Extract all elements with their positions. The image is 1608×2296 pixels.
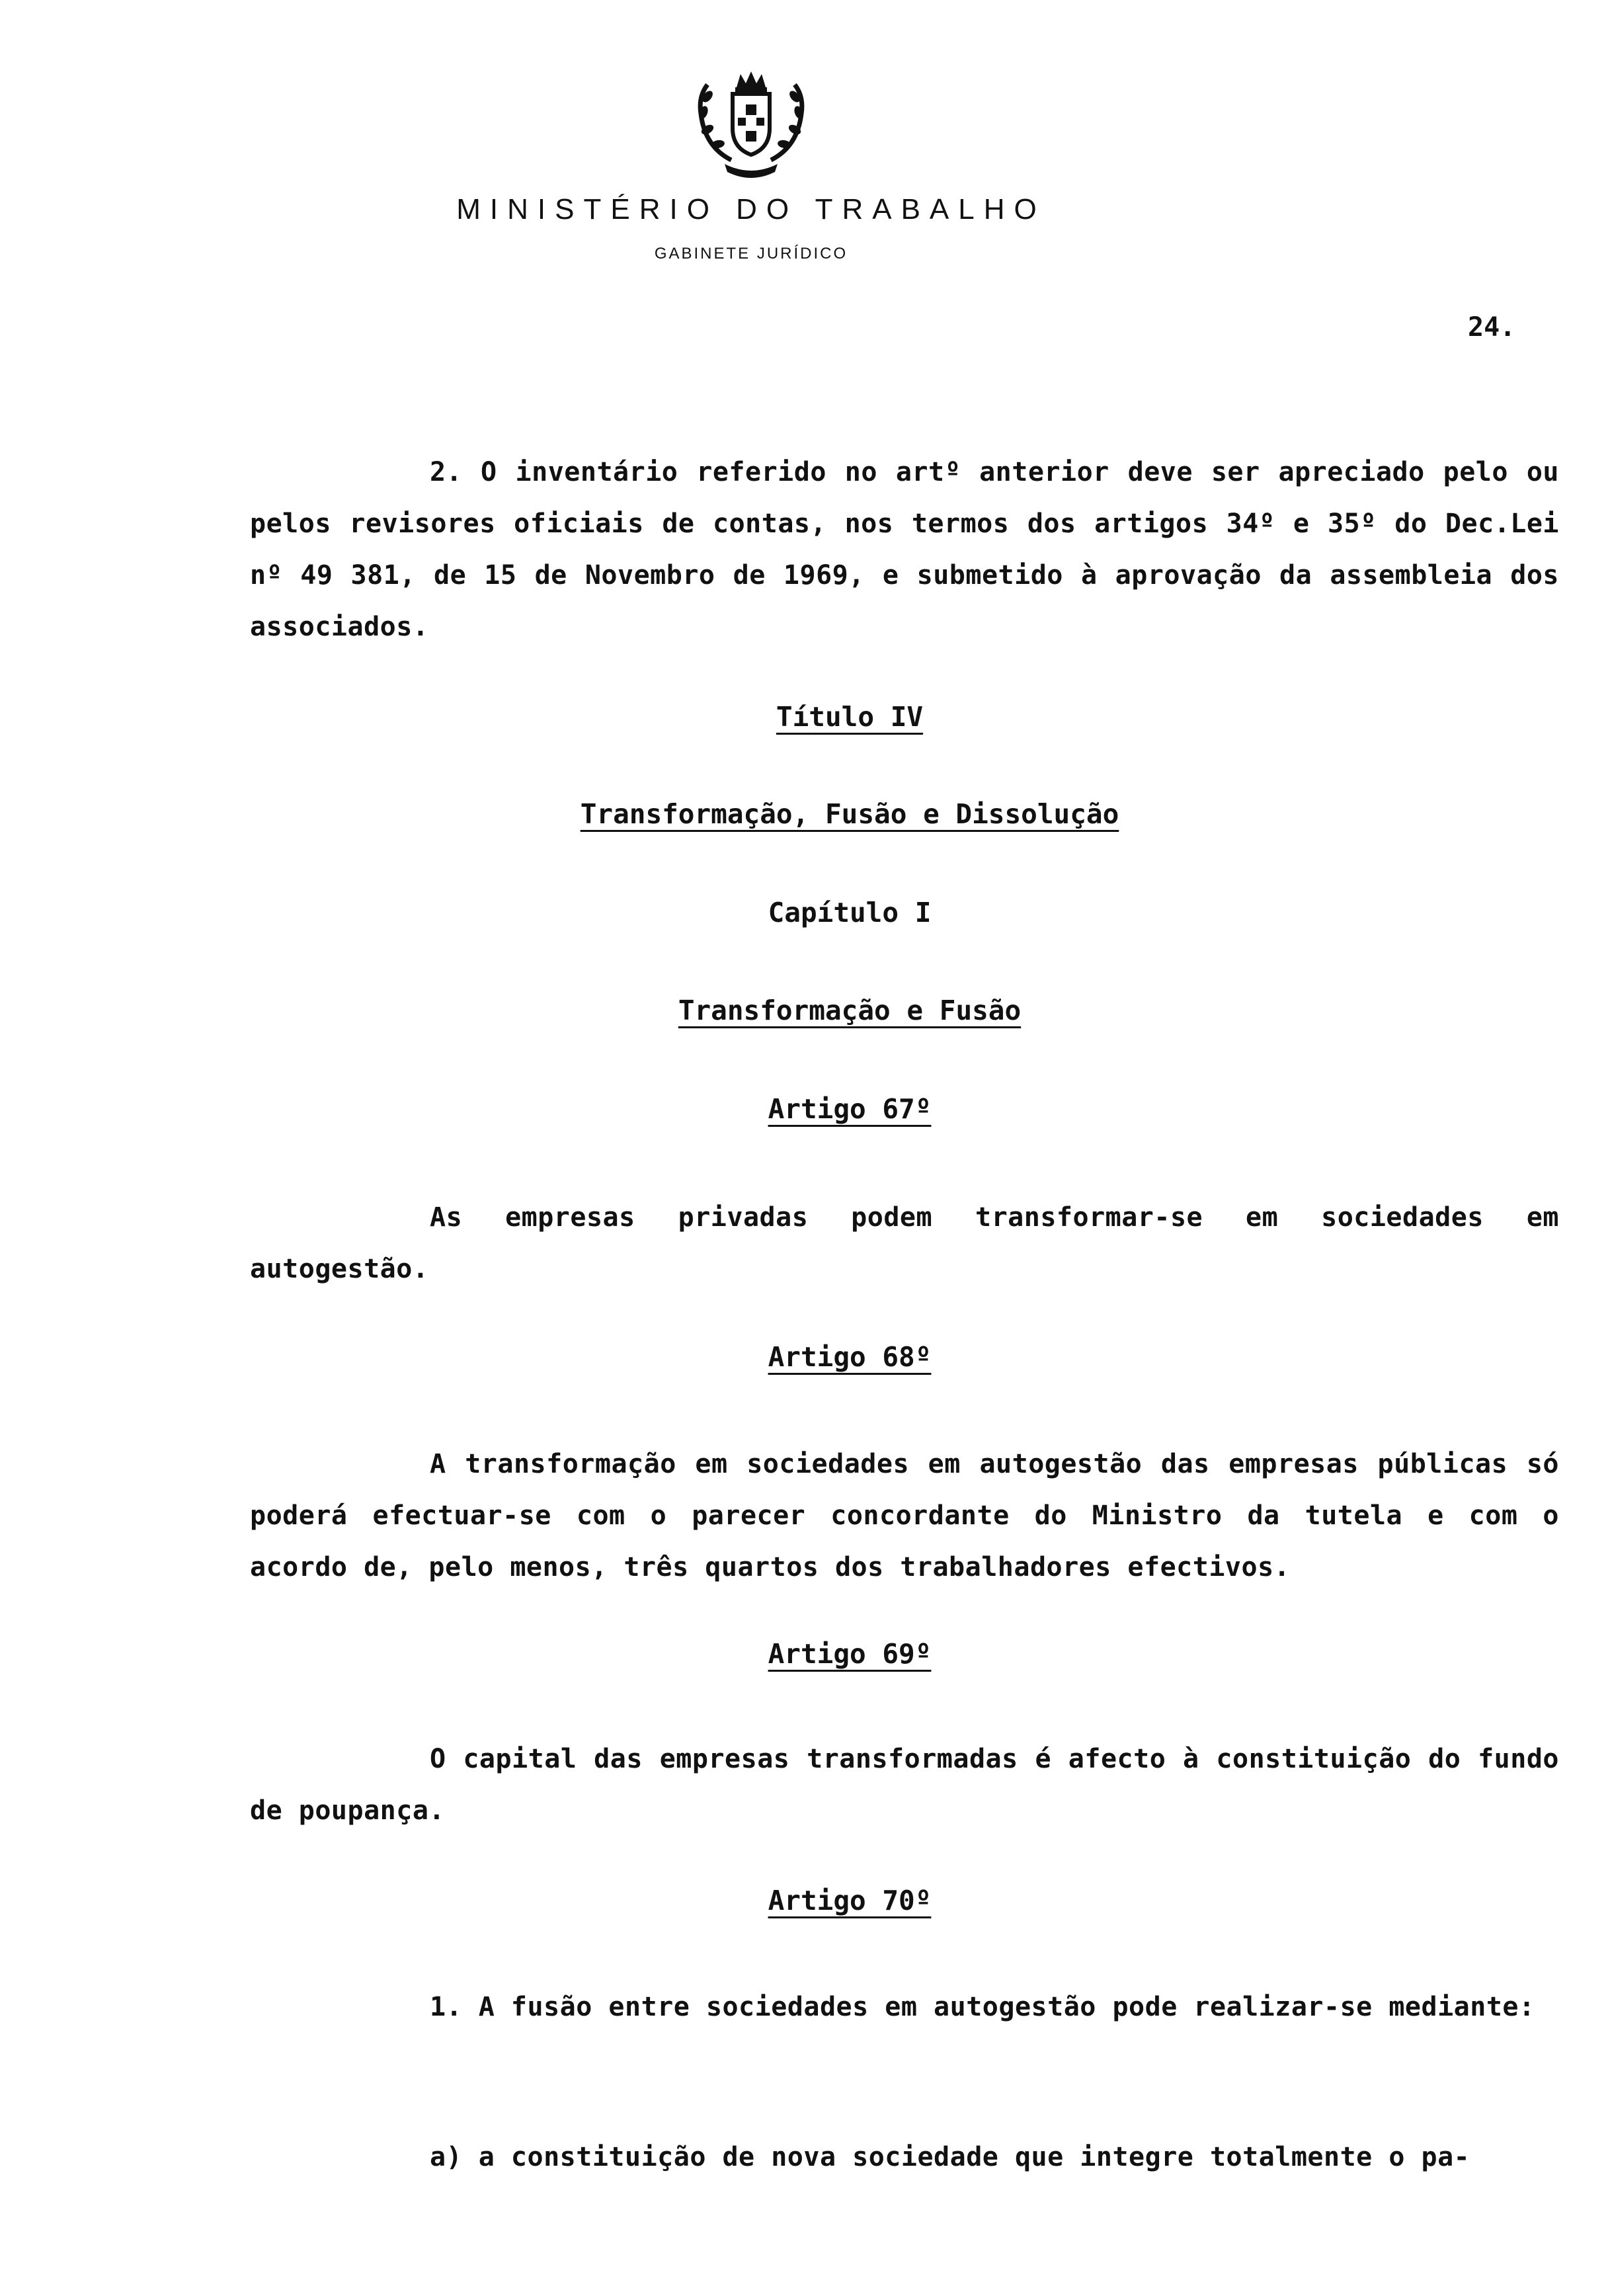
artigo-70-heading: Artigo 70º xyxy=(768,1885,932,1916)
artigo-68-paragraph: A transformação em sociedades em autogestão das empresas públicas só poderá efectuar-se com o parecer concordante do Ministro da tutela e com o acordo de, pelo menos, três quartos dos trabalhadores efectivos. xyxy=(250,1449,1559,1582)
artigo-67-heading: Artigo 67º xyxy=(768,1093,932,1125)
artigo-70-item-a: a) a constituição de nova sociedade que integre totalmente o pa- xyxy=(430,2142,1470,2172)
artigo-67-paragraph: As empresas privadas podem transformar-se em sociedades em autogestão. xyxy=(250,1202,1559,1284)
ministry-title: MINISTÉRIO DO TRABALHO xyxy=(456,193,1046,226)
capitulo-heading: Capítulo I xyxy=(768,897,932,928)
capitulo-subtitle: Transformação e Fusão xyxy=(678,995,1022,1026)
artigo-69-paragraph: O capital das empresas transformadas é afecto à constituição do fundo de poupança. xyxy=(250,1744,1559,1826)
page-number: 24. xyxy=(1468,312,1516,343)
coat-of-arms-icon xyxy=(685,67,817,180)
cabinet-subtitle: GABINETE JURÍDICO xyxy=(654,245,848,263)
intro-paragraph-text: 2. O inventário referido no artº anterior deve ser apreciado pelo ou pelos revisores oficiais de contas, nos termos dos artigos 34º e 35º do Dec.Lei nº 49 381, de 15 de Novembro de 1969, e submetido à aprovação da assembleia dos associados. xyxy=(250,457,1559,642)
intro-paragraph xyxy=(250,446,1559,653)
artigo-68-heading: Artigo 68º xyxy=(768,1341,932,1373)
artigo-70-item-1: 1. A fusão entre sociedades em autogestão pode realizar-se mediante: xyxy=(430,1992,1535,2022)
titulo-subtitle: Transformação, Fusão e Dissolução xyxy=(580,798,1119,830)
titulo-heading: Título IV xyxy=(776,701,924,733)
artigo-69-heading: Artigo 69º xyxy=(768,1638,932,1670)
